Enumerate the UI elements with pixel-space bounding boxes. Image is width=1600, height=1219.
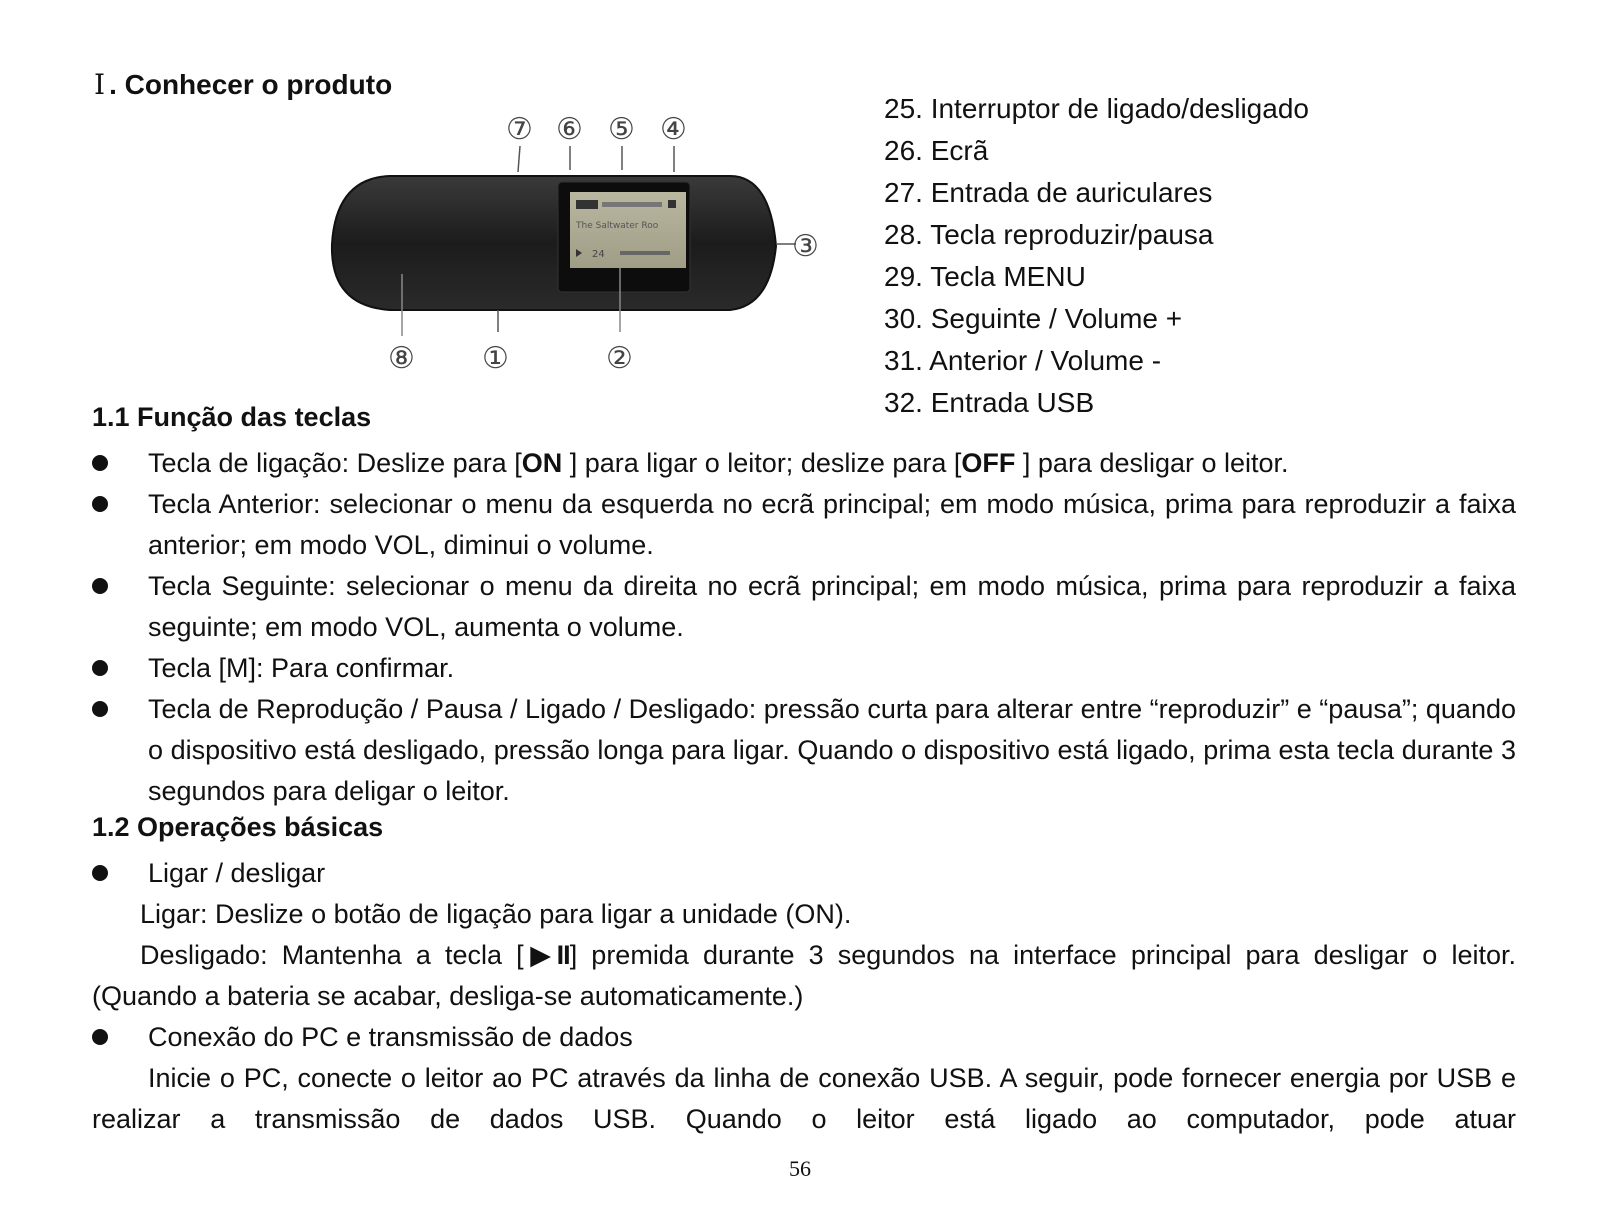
bullet-play-pause-key (92, 689, 1516, 812)
bullet-power-key (92, 443, 1516, 484)
screen-line-1: The Saltwater Roo (576, 221, 659, 231)
bullet-text-mid: ] para ligar o leitor; deslize para [ (562, 448, 962, 478)
parts-list-item: 25. Interruptor de ligado/desligado (884, 93, 1309, 124)
bullet-text: Tecla [M]: Para confirmar. (148, 653, 455, 683)
bullet-text: Ligar / desligar (148, 858, 326, 888)
heading-text: . Conhecer o produto (109, 69, 393, 100)
on-label: ON (521, 448, 563, 478)
pc-connection-paragraph: Inicie o PC, conecte o leitor ao PC através da linha de conexão USB. A seguir, pode fornecer energia por USB e realizar a transmissão de dados USB. Quando o leitor está ligado ao computador, pode atuar (92, 1063, 1516, 1134)
parts-list-item: 28. Tecla reproduzir/pausa (884, 219, 1214, 250)
callout-6: ⑥ (556, 112, 583, 147)
bullet-text-pre: Tecla de ligação: Deslize para [ (148, 448, 522, 478)
bullet-text: Tecla Seguinte: selecionar o menu da direita no ecrã principal; em modo música, prima para reproduzir a faixa seguinte; em modo VOL, aumenta o volume. (148, 571, 1516, 642)
bullet-text: Tecla Anterior: selecionar o menu da esquerda no ecrã principal; em modo música, prima para reproduzir a faixa anterior; em modo VOL, diminui o volume. (148, 489, 1516, 560)
parts-list (884, 88, 1309, 424)
parts-list-item: 26. Ecrã (884, 135, 989, 166)
screen-line-2: 24 (592, 249, 605, 260)
page-number: 56 (789, 1156, 811, 1181)
bullet-dot (92, 578, 108, 594)
bullet-previous-key (92, 484, 1516, 566)
parts-list-item: 29. Tecla MENU (884, 261, 1086, 292)
section-1-2-title: 1.2 Operações básicas (92, 812, 384, 842)
section-1-1-title: 1.1 Função das teclas (92, 402, 372, 432)
power-off-text-post: ] premida durante 3 segundos na interface principal para desligar o leitor. (Quando a bateria se acabar, desliga-se automaticamente.) (92, 940, 1516, 1011)
bullet-power-on-off (92, 853, 1516, 894)
bullet-m-key (92, 648, 1516, 689)
callout-1: ① (482, 341, 509, 376)
bullet-dot (92, 496, 108, 512)
roman-numeral: Ⅰ (94, 68, 106, 101)
callout-8: ⑧ (388, 341, 415, 376)
callout-2: ② (606, 341, 633, 376)
bullet-dot (92, 660, 108, 676)
bullet-dot (92, 701, 108, 717)
power-off-paragraph (92, 935, 1516, 1017)
parts-list-item: 31. Anterior / Volume - (884, 345, 1162, 376)
callout-5: ⑤ (608, 112, 635, 147)
bullet-dot (92, 865, 108, 881)
bullet-text: Conexão do PC e transmissão de dados (148, 1022, 633, 1052)
parts-list-item: 27. Entrada de auriculares (884, 177, 1213, 208)
bullet-next-key (92, 566, 1516, 648)
bullet-text: Tecla de Reprodução / Pausa / Ligado / Desligado: pressão curta para alterar entre “reproduzir” e “pausa”; quando o dispositivo está desligado, pressão longa para ligar. Quando o dispositivo está ligado, prima esta tecla durante 3 segundos para deligar o leitor. (148, 694, 1516, 806)
bullet-dot (92, 455, 108, 471)
bullet-dot (92, 1029, 108, 1045)
power-on-paragraph: Ligar: Deslize o botão de ligação para ligar a unidade (ON). (140, 899, 852, 929)
product-diagram (330, 106, 820, 386)
off-label: OFF (961, 448, 1016, 478)
bullet-pc-connection (92, 1017, 1516, 1058)
callout-3: ③ (792, 229, 819, 264)
parts-list-item: 30. Seguinte / Volume + (884, 303, 1183, 334)
parts-list-item: 32. Entrada USB (884, 387, 1095, 418)
callout-4: ④ (660, 112, 687, 147)
power-off-text-pre: Desligado: Mantenha a tecla [ (140, 940, 524, 970)
play-pause-icon: ▶II (523, 940, 570, 970)
device-body (332, 176, 776, 310)
callout-7: ⑦ (506, 112, 533, 147)
bullet-text-post: ] para desligar o leitor. (1015, 448, 1289, 478)
section-heading (94, 68, 392, 101)
